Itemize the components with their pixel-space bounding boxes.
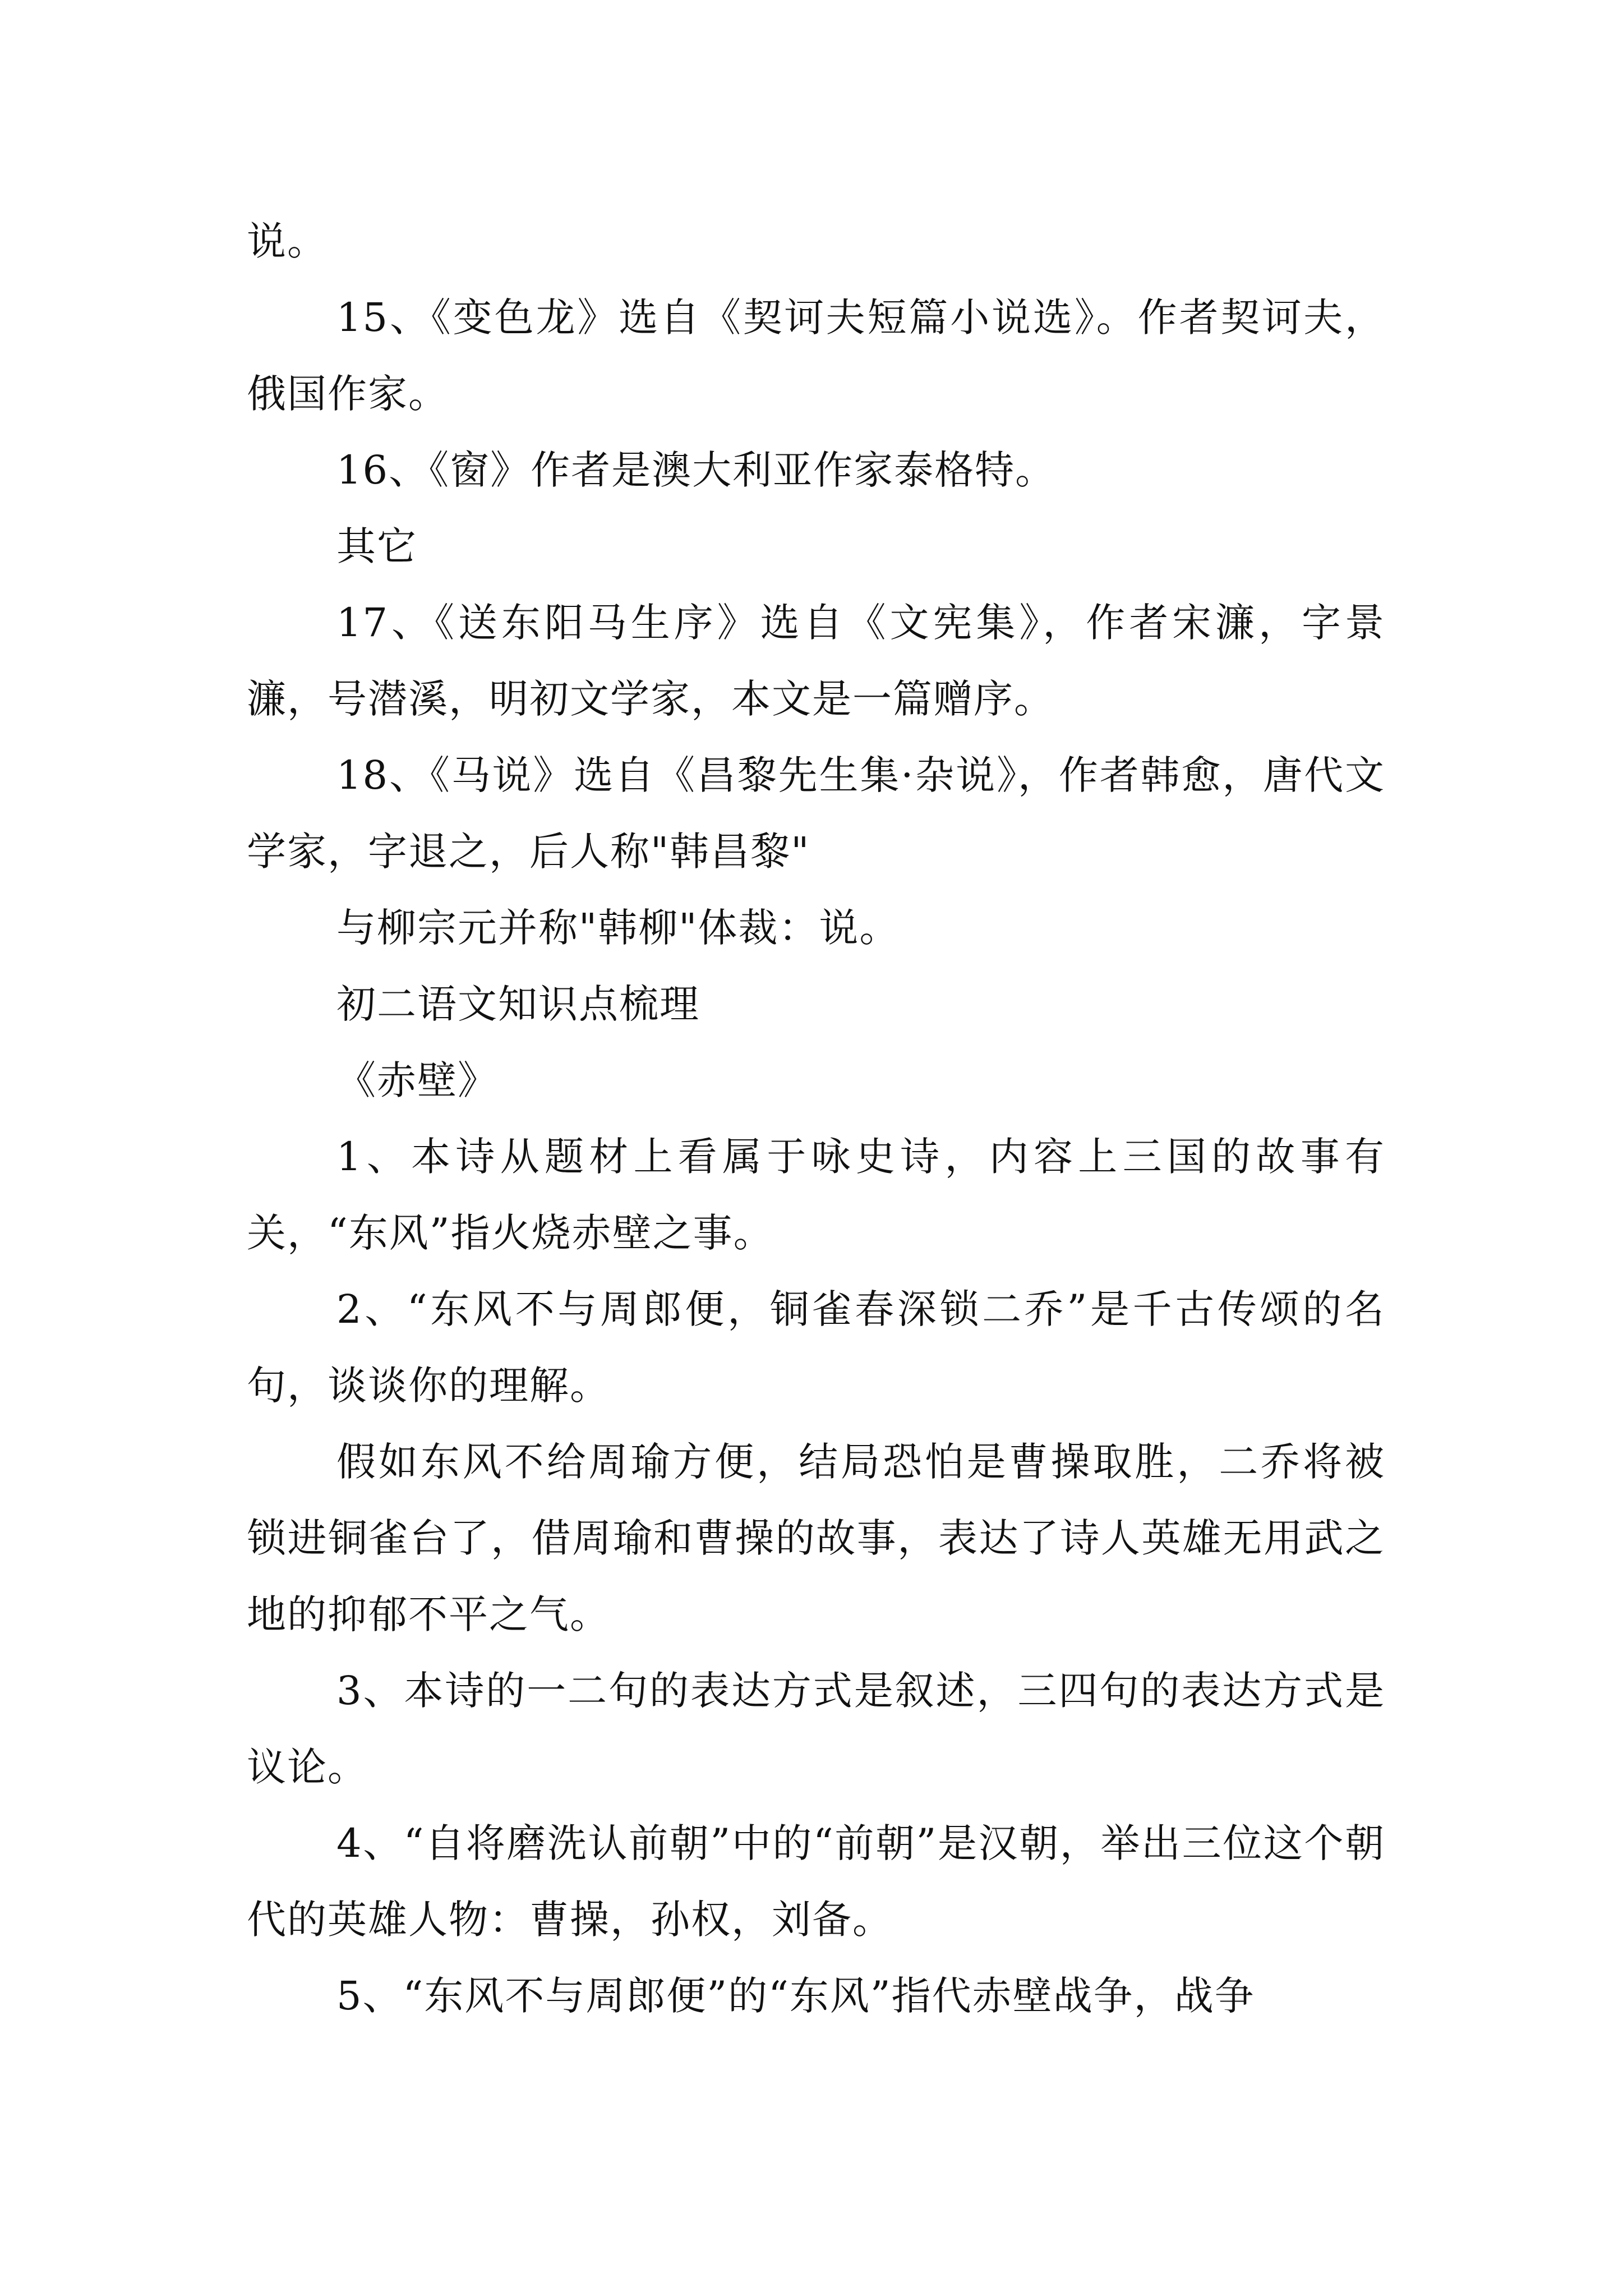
section-heading-other: 其它 bbox=[336, 523, 417, 569]
paragraph-point-2: 2、“东风不与周郎便，铜雀春深锁二乔”是千古传颂的名句，谈谈你的理解。 bbox=[247, 1286, 1385, 1409]
document-body bbox=[247, 203, 1385, 2034]
paragraph-point-4: 4、“自将磨洗认前朝”中的“前朝”是汉朝，举出三位这个朝代的英雄人物：曹操，孙权，刘备。 bbox=[247, 1820, 1385, 1943]
paragraph-point-1: 1、本诗从题材上看属于咏史诗，内容上三国的故事有关，“东风”指火烧赤壁之事。 bbox=[247, 1134, 1385, 1256]
paragraph-item-18: 18、《马说》选自《昌黎先生集·杂说》，作者韩愈，唐代文学家，字退之，后人称"韩昌黎" bbox=[247, 752, 1385, 875]
paragraph-item-17: 17、《送东阳马生序》选自《文宪集》，作者宋濂，字景濂，号潜溪，明初文学家，本文是一篇赠序。 bbox=[247, 600, 1385, 722]
section-heading-grade8: 初二语文知识点梳理 bbox=[336, 981, 700, 1027]
paragraph-item-15: 15、《变色龙》选自《契诃夫短篇小说选》。作者契诃夫，俄国作家。 bbox=[247, 295, 1385, 417]
paragraph-item-16: 16、《窗》作者是澳大利亚作家泰格特。 bbox=[336, 447, 1056, 493]
paragraph-point-3: 3、本诗的一二句的表达方式是叙述，三四句的表达方式是议论。 bbox=[247, 1668, 1385, 1790]
paragraph-continuation: 说。 bbox=[247, 218, 328, 264]
poem-title: 《赤壁》 bbox=[336, 1057, 498, 1103]
paragraph-item-18-continued: 与柳宗元并称"韩柳"体裁：说。 bbox=[336, 905, 900, 951]
paragraph-answer-2: 假如东风不给周瑜方便，结局恐怕是曹操取胜，二乔将被锁进铜雀台了，借周瑜和曹操的故事，表达了诗人英雄无用武之地的抑郁不平之气。 bbox=[247, 1439, 1385, 1637]
paragraph-point-5: 5、“东风不与周郎便”的“东风”指代赤壁战争，战争 bbox=[336, 1973, 1255, 2019]
